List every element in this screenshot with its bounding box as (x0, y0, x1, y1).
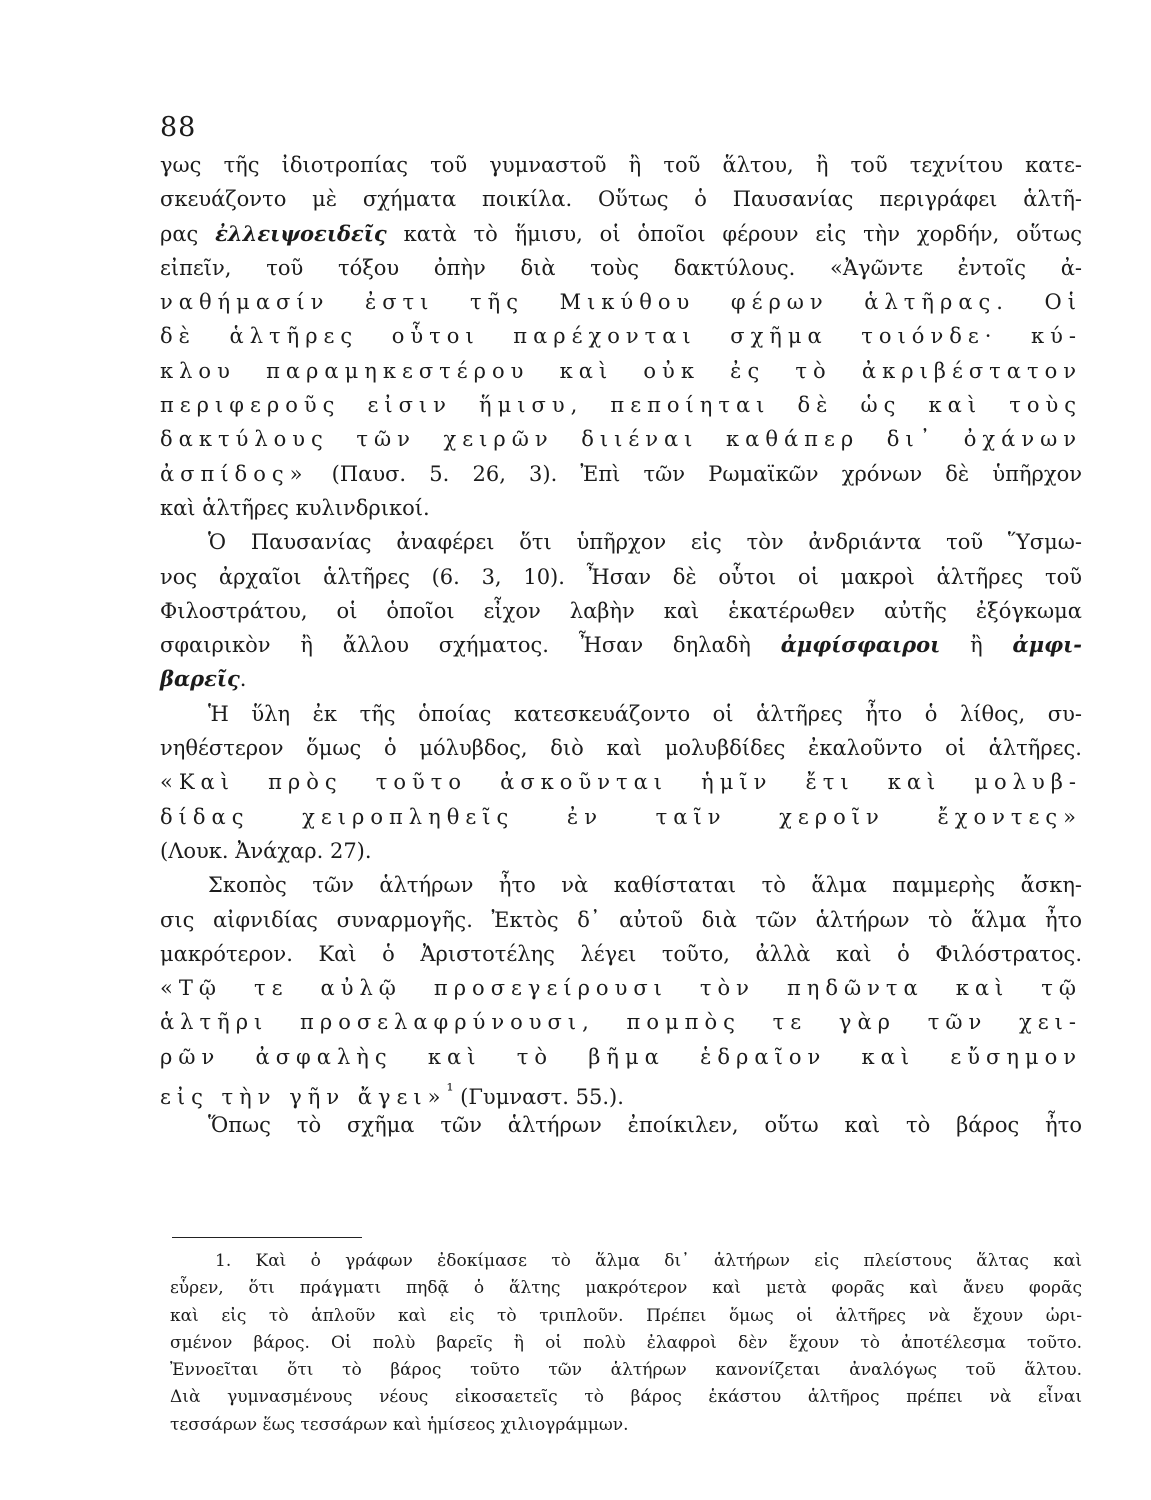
text-line (160, 457, 1082, 491)
text-line: Ἡ ὕλη ἐκ τῆς ὁποίας κατεσκευάζοντο οἱ ἁλτῆρες ἦτο ὁ λίθος, συ- (208, 701, 1082, 726)
quote-fragment: ἀσπίδος» (160, 461, 309, 486)
footnote-line: καὶ εἰς τὸ ἁπλοῦν καὶ εἰς τὸ τριπλοῦν. Πρέπει ὅμως οἱ ἁλτῆρες νὰ ἔχουν ὡρι- (170, 1305, 1082, 1326)
page-number: 88 (160, 112, 197, 143)
quote-line: κλου παραμηκεστέρου καὶ οὐκ ἐς τὸ ἀκριβέστατον (160, 358, 1082, 383)
text-line: νηθέστερον ὅμως ὁ μόλυβδος, διὸ καὶ μολυβδίδες ἐκαλοῦντο οἱ ἁλτῆρες. (160, 736, 1082, 761)
text-line: (Λουκ. Ἀνάχαρ. 27). (160, 838, 372, 863)
body-text (160, 148, 1082, 1143)
quote-line: «Καὶ πρὸς τοῦτο ἀσκοῦνται ἡμῖν ἔτι καὶ μολυβ- (160, 770, 1082, 795)
text-line (160, 628, 1082, 662)
text-line: Φιλοστράτου, οἱ ὁποῖοι εἶχον λαβὴν καὶ ἑκατέρωθεν αὐτῆς ἐξόγκωμα (160, 598, 1082, 623)
text-line: εἰπεῖν, τοῦ τόξου ὀπὴν διὰ τοὺς δακτύλους. «Ἀγῶντε ἐντοῖς ἀ- (160, 255, 1082, 280)
footnote-divider (172, 1237, 362, 1238)
footnote-line: Διὰ γυμνασμένους νέους εἰκοσαετεῖς τὸ βάρος ἑκάστου ἁλτῆρος πρέπει νὰ εἶναι (170, 1387, 1082, 1408)
quote-fragment: εἰς τὴν γῆν ἄγει» (160, 1085, 447, 1110)
text-fragment: κατὰ τὸ ἥμισυ, οἱ ὁποῖοι φέρουν εἰς τὴν χορδήν, οὕτως (403, 221, 1082, 246)
text-line: σκευάζοντο μὲ σχήματα ποικίλα. Οὕτως ὁ Παυσανίας περιγράφει ἁλτῆ- (160, 187, 1082, 212)
text-fragment: . (239, 667, 247, 692)
text-line: Σκοπὸς τῶν ἁλτήρων ἦτο νὰ καθίσταται τὸ ἅλμα παμμερὴς ἄσκη- (208, 873, 1082, 898)
footnote-line: Ἐννοεῖται ὅτι τὸ βάρος τοῦτο τῶν ἁλτήρων κανονίζεται ἀναλόγως τοῦ ἅλτου. (170, 1360, 1082, 1381)
text-fragment: ρας (160, 221, 199, 246)
footnote-line: σμένον βάρος. Οἱ πολὺ βαρεῖς ἢ οἱ πολὺ ἐλαφροὶ δὲν ἔχουν τὸ ἀποτέλεσμα τοῦτο. (170, 1332, 1082, 1353)
text-fragment: ἢ (970, 633, 983, 658)
text-fragment: σφαιρικὸν ἢ ἄλλου σχήματος. Ἦσαν δηλαδὴ (160, 633, 751, 658)
text-line: Ὁ Παυσανίας ἀναφέρει ὅτι ὑπῆρχον εἰς τὸν ἀνδριάντα τοῦ Ὕσμω- (208, 530, 1082, 555)
text-line: Ὅπως τὸ σχῆμα τῶν ἁλτήρων ἐποίκιλεν, οὕτω καὶ τὸ βάρος ἦτο (208, 1113, 1082, 1138)
emphasized-term: ἀμφίσφαιροι (780, 632, 941, 658)
text-line: καὶ ἁλτῆρες κυλινδρικοί. (160, 495, 430, 520)
quote-line: δακτύλους τῶν χειρῶν διιέναι καθάπερ δι᾽ ὀχάνων (160, 427, 1082, 452)
text-line: σις αἰφνιδίας συναρμογῆς. Ἐκτὸς δ᾽ αὐτοῦ διὰ τῶν ἁλτήρων τὸ ἅλμα ἦτο (160, 907, 1082, 932)
quote-line: δὲ ἁλτῆρες οὗτοι παρέχονται σχῆμα τοιόνδε· κύ- (160, 324, 1082, 349)
quote-line: ρῶν ἀσφαλὴς καὶ τὸ βῆμα ἑδραῖον καὶ εὔσημον (160, 1044, 1082, 1069)
quote-line: «Τῷ τε αὐλῷ προσεγείρουσι τὸν πηδῶντα καὶ τῷ (160, 976, 1082, 1001)
text-fragment: (Γυμναστ. 55.). (460, 1085, 624, 1110)
footnote-marker: ¹ (446, 1081, 454, 1102)
footnotes (170, 1248, 1082, 1439)
text-line: μακρότερον. Καὶ ὁ Ἀριστοτέλης λέγει τοῦτο, ἀλλὰ καὶ ὁ Φιλόστρατος. (160, 941, 1082, 966)
text-line (160, 1074, 1082, 1108)
footnote-line: τεσσάρων ἕως τεσσάρων καὶ ἡμίσεος χιλιογράμμων. (170, 1414, 629, 1435)
quote-line: ἁλτῆρι προσελαφρύνουσι, πομπὸς τε γὰρ τῶν χει- (160, 1010, 1082, 1035)
quote-line: περιφεροῦς εἰσιν ἥμισυ, πεποίηται δὲ ὡς καὶ τοὺς (160, 393, 1082, 418)
footnote-line: 1. Καὶ ὁ γράφων ἐδοκίμασε τὸ ἅλμα δι᾽ ἁλτήρων εἰς πλείστους ἅλτας καὶ (215, 1251, 1082, 1271)
text-line (160, 217, 1082, 251)
emphasized-term: ἀμφι- (1012, 632, 1082, 658)
quote-line: ναθήμασίν ἐστι τῆς Μικύθου φέρων ἁλτῆρας. Οἱ (160, 290, 1082, 315)
text-line: γως τῆς ἰδιοτροπίας τοῦ γυμναστοῦ ἢ τοῦ ἅλτου, ἢ τοῦ τεχνίτου κατε- (160, 153, 1082, 177)
text-fragment: (Παυσ. 5. 26, 3). Ἐπὶ τῶν Ρωμαϊκῶν χρόνων δὲ ὑπῆρχον (331, 461, 1082, 486)
emphasized-term: ἐλλειψοειδεῖς (215, 220, 387, 246)
emphasized-term: βαρεῖς (160, 666, 240, 692)
footnote-line: εὗρεν, ὅτι πράγματι πηδᾷ ὁ ἅλτης μακρότερον καὶ μετὰ φορᾶς καὶ ἄνευ φορᾶς (170, 1278, 1082, 1299)
quote-line: δίδας χειροπληθεῖς ἐν ταῖν χεροῖν ἔχοντες» (160, 804, 1082, 829)
text-line: νος ἀρχαῖοι ἁλτῆρες (6. 3, 10). Ἦσαν δὲ οὗτοι οἱ μακροὶ ἁλτῆρες τοῦ (160, 564, 1082, 589)
text-line (160, 662, 1082, 696)
